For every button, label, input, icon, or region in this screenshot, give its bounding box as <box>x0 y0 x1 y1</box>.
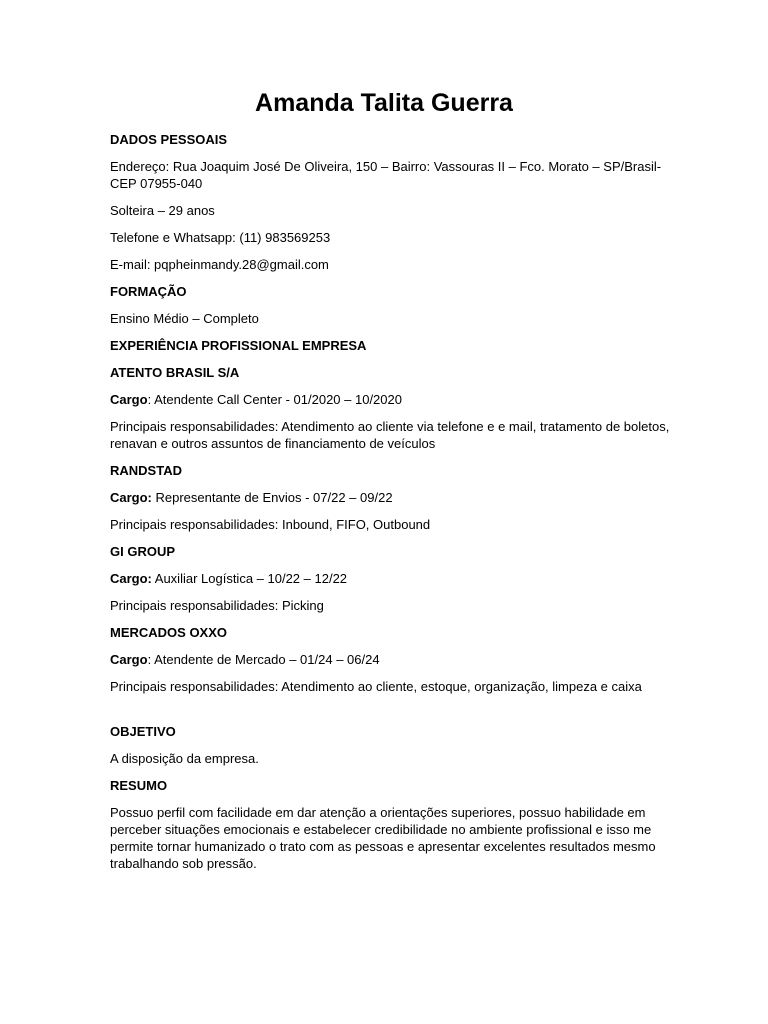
section-heading-education: FORMAÇÃO <box>110 284 187 299</box>
cargo-label: Cargo: <box>110 490 152 505</box>
job-cargo <box>110 489 670 506</box>
email-line: E-mail: pqpheinmandy.28@gmail.com <box>110 257 329 272</box>
summary-text: Possuo perfil com facilidade em dar atenção a orientações superiores, possuo habilidade em perceber situações emocionais e estabelecer credibilidade no ambiente profissional e isso me permite tornar humanizado o trato com as pessoas e apresentar excelentes resultados mesmo trabalhando sob pressão. <box>110 805 656 871</box>
cargo-text: Auxiliar Logística – 10/22 – 12/22 <box>151 571 348 586</box>
phone-line: Telefone e Whatsapp: (11) 983569253 <box>110 230 331 245</box>
education-item: Ensino Médio – Completo <box>110 311 259 326</box>
cargo-label: Cargo <box>110 652 148 667</box>
cargo-text: : Atendente de Mercado – 01/24 – 06/24 <box>147 652 380 667</box>
cargo-label: Cargo <box>110 392 148 407</box>
job-cargo <box>110 651 670 668</box>
job-company: MERCADOS OXXO <box>110 625 228 640</box>
candidate-name: Amanda Talita Guerra <box>255 89 513 117</box>
job-cargo <box>110 391 670 408</box>
cargo-text: Representante de Envios - 07/22 – 09/22 <box>151 490 393 505</box>
job-cargo <box>110 570 670 587</box>
address-line: Endereço: Rua Joaquim José De Oliveira, 150 – Bairro: Vassouras II – Fco. Morato – SP/Brasil- CEP 07955-040 <box>110 159 662 191</box>
job-responsibilities: Principais responsabilidades: Inbound, FIFO, Outbound <box>110 517 431 532</box>
objective-text: A disposição da empresa. <box>110 751 259 766</box>
job-responsibilities: Principais responsabilidades: Atendimento ao cliente via telefone e e mail, tratamento de boletos, renavan e outros assuntos de financiamento de veículos <box>110 419 670 451</box>
section-heading-experience: EXPERIÊNCIA PROFISSIONAL EMPRESA <box>110 338 367 353</box>
job-company: ATENTO BRASIL S/A <box>110 365 240 380</box>
cargo-label: Cargo: <box>110 571 152 586</box>
job-responsibilities: Principais responsabilidades: Picking <box>110 598 324 613</box>
cargo-text: : Atendente Call Center - 01/2020 – 10/2020 <box>147 392 402 407</box>
job-company: RANDSTAD <box>110 463 182 478</box>
section-heading-personal: DADOS PESSOAIS <box>110 132 228 147</box>
job-responsibilities: Principais responsabilidades: Atendimento ao cliente, estoque, organização, limpeza e caixa <box>110 679 642 694</box>
resume-body <box>110 131 670 882</box>
section-heading-summary: RESUMO <box>110 778 168 793</box>
status-line: Solteira – 29 anos <box>110 203 215 218</box>
section-heading-objective: OBJETIVO <box>110 724 176 739</box>
job-company: GI GROUP <box>110 544 176 559</box>
